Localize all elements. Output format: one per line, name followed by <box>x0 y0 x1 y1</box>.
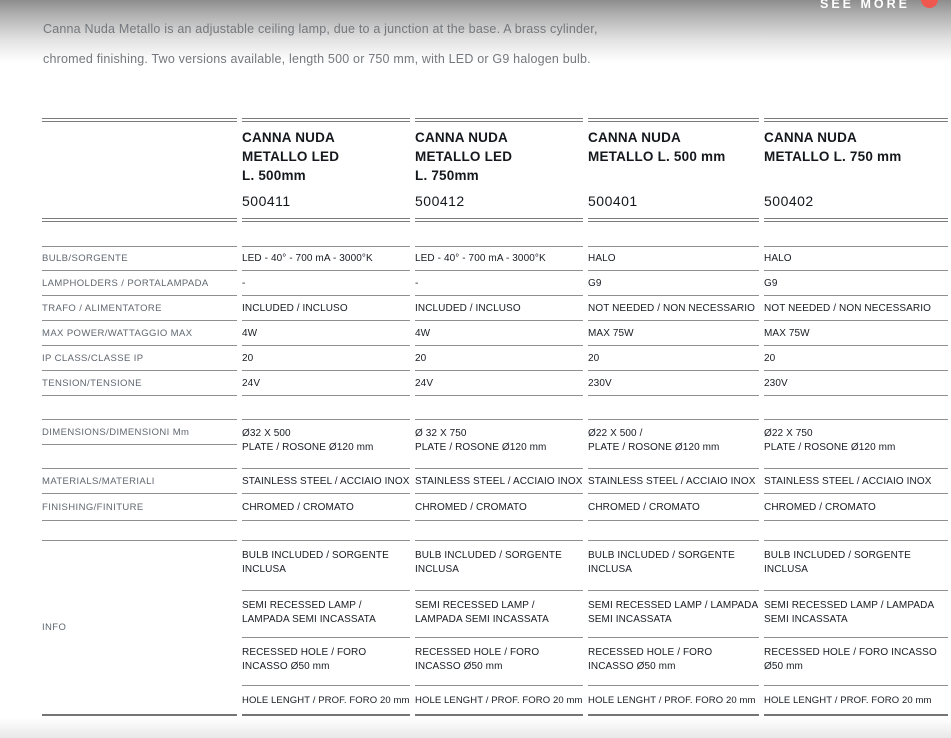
product-name-line: CANNA NUDA <box>588 130 681 145</box>
info-value: HOLE LENGHT / PROF. FORO 20 mm <box>764 686 948 716</box>
product-description <box>43 14 598 74</box>
dimension-line: Ø22 X 500 / <box>588 428 643 439</box>
spec-value <box>242 419 410 469</box>
spec-row-label: MATERIALS/MATERIALI <box>42 469 237 494</box>
description-line: Canna Nuda Metallo is an adjustable ceiling lamp, due to a junction at the base. A brass cylinder, <box>43 22 598 36</box>
spec-section-electrical <box>42 246 948 396</box>
spec-row-label: TENSION/TENSIONE <box>42 371 237 396</box>
spec-table <box>42 118 948 716</box>
product-name-line: L. 750mm <box>415 168 479 183</box>
spec-value <box>588 419 759 469</box>
info-value: RECESSED HOLE / FORO INCASSO Ø50 mm <box>764 638 948 686</box>
info-value: SEMI RECESSED LAMP / LAMPADA SEMI INCASSATA <box>415 591 583 638</box>
info-value: HOLE LENGHT / PROF. FORO 20 mm <box>415 686 583 716</box>
spec-value: STAINLESS STEEL / ACCIAIO INOX <box>764 469 948 494</box>
product-column-header-2 <box>415 118 583 222</box>
product-name-line: METALLO L. 750 mm <box>764 149 902 164</box>
spec-row-label: LAMPHOLDERS / PORTALAMPADA <box>42 271 237 296</box>
spec-value: CHROMED / CROMATO <box>588 494 759 521</box>
spec-value: 4W <box>415 321 583 346</box>
spec-value: CHROMED / CROMATO <box>242 494 410 521</box>
product-code: 500411 <box>242 193 291 209</box>
info-value: SEMI RECESSED LAMP / LAMPADA SEMI INCASSATA <box>588 591 759 638</box>
spec-row-label: FINISHING/FINITURE <box>42 494 237 521</box>
dimension-line: PLATE / ROSONE Ø120 mm <box>415 442 547 453</box>
see-more-button[interactable]: SEE MORE <box>820 0 910 11</box>
info-value: SEMI RECESSED LAMP / LAMPADA SEMI INCASSATA <box>764 591 948 638</box>
spec-row-label: MAX POWER/WATTAGGIO MAX <box>42 321 237 346</box>
spec-value: G9 <box>588 271 759 296</box>
info-value: RECESSED HOLE / FORO INCASSO Ø50 mm <box>588 638 759 686</box>
info-value: SEMI RECESSED LAMP / LAMPADA SEMI INCASSATA <box>242 591 410 638</box>
spec-value: LED - 40° - 700 mA - 3000°K <box>242 246 410 271</box>
dimension-line: Ø 32 X 750 <box>415 428 467 439</box>
product-code: 500401 <box>588 193 638 209</box>
dimension-line: Ø22 X 750 <box>764 428 813 439</box>
spec-row-label: BULB/SORGENTE <box>42 246 237 271</box>
spec-value: G9 <box>764 271 948 296</box>
product-column-header-1 <box>242 118 410 222</box>
spec-value: STAINLESS STEEL / ACCIAIO INOX <box>588 469 759 494</box>
product-name-line: L. 500mm <box>242 168 306 183</box>
spec-value: NOT NEEDED / NON NECESSARIO <box>588 296 759 321</box>
spec-value: 230V <box>764 371 948 396</box>
description-line: chromed finishing. Two versions available, length 500 or 750 mm, with LED or G9 halogen bulb. <box>43 52 591 66</box>
info-value: BULB INCLUDED / SORGENTE INCLUSA <box>764 540 948 591</box>
product-name-line: METALLO LED <box>242 149 340 164</box>
spec-value: 20 <box>242 346 410 371</box>
spec-section-physical <box>42 419 948 521</box>
product-name <box>588 128 759 166</box>
spec-value: CHROMED / CROMATO <box>764 494 948 521</box>
spec-value: 230V <box>588 371 759 396</box>
product-column-header-3 <box>588 118 759 222</box>
info-value: RECESSED HOLE / FORO INCASSO Ø50 mm <box>415 638 583 686</box>
spec-value: NOT NEEDED / NON NECESSARIO <box>764 296 948 321</box>
info-value: BULB INCLUDED / SORGENTE INCLUSA <box>588 540 759 591</box>
dimension-line: PLATE / ROSONE Ø120 mm <box>588 442 720 453</box>
info-value: BULB INCLUDED / SORGENTE INCLUSA <box>415 540 583 591</box>
spec-value: - <box>415 271 583 296</box>
table-corner-cell <box>42 118 237 222</box>
product-column-header-4 <box>764 118 948 222</box>
spec-section-info <box>42 540 948 716</box>
product-code: 500402 <box>764 193 814 209</box>
spec-value: 24V <box>242 371 410 396</box>
spec-value: INCLUDED / INCLUSO <box>415 296 583 321</box>
spec-value: 24V <box>415 371 583 396</box>
product-name-line: METALLO L. 500 mm <box>588 149 726 164</box>
spec-value: LED - 40° - 700 mA - 3000°K <box>415 246 583 271</box>
dimension-line: Ø32 X 500 <box>242 428 291 439</box>
info-value: RECESSED HOLE / FORO INCASSO Ø50 mm <box>242 638 410 686</box>
spec-value: STAINLESS STEEL / ACCIAIO INOX <box>415 469 583 494</box>
spec-value: 20 <box>588 346 759 371</box>
spec-row-label: IP CLASS/CLASSE IP <box>42 346 237 371</box>
info-value: BULB INCLUDED / SORGENTE INCLUSA <box>242 540 410 591</box>
spec-value: CHROMED / CROMATO <box>415 494 583 521</box>
spec-value: HALO <box>764 246 948 271</box>
info-value: HOLE LENGHT / PROF. FORO 20 mm <box>588 686 759 716</box>
product-name <box>415 128 583 185</box>
spec-row-label: DIMENSIONS/DIMENSIONI Mm <box>42 420 237 445</box>
spec-value <box>415 419 583 469</box>
spec-value <box>764 419 948 469</box>
dimension-line: PLATE / ROSONE Ø120 mm <box>242 442 374 453</box>
spec-value: HALO <box>588 246 759 271</box>
dimension-line: PLATE / ROSONE Ø120 mm <box>764 442 896 453</box>
bottom-gradient-band <box>0 718 951 738</box>
dimensions-label-cell <box>42 419 237 469</box>
spec-value: STAINLESS STEEL / ACCIAIO INOX <box>242 469 410 494</box>
spec-row-label: TRAFO / ALIMENTATORE <box>42 296 237 321</box>
spec-value: 20 <box>415 346 583 371</box>
spec-value: 20 <box>764 346 948 371</box>
product-code: 500412 <box>415 193 465 209</box>
spec-value: MAX 75W <box>764 321 948 346</box>
product-name-line: CANNA NUDA <box>764 130 857 145</box>
product-name-line: METALLO LED <box>415 149 513 164</box>
product-name-line: CANNA NUDA <box>415 130 508 145</box>
spec-value: 4W <box>242 321 410 346</box>
spec-value: - <box>242 271 410 296</box>
info-section-label: INFO <box>42 540 237 716</box>
spec-value: INCLUDED / INCLUSO <box>242 296 410 321</box>
product-name <box>764 128 948 166</box>
info-value: HOLE LENGHT / PROF. FORO 20 mm <box>242 686 410 716</box>
table-header-row <box>42 118 948 222</box>
spec-value: MAX 75W <box>588 321 759 346</box>
product-name <box>242 128 410 185</box>
product-name-line: CANNA NUDA <box>242 130 335 145</box>
